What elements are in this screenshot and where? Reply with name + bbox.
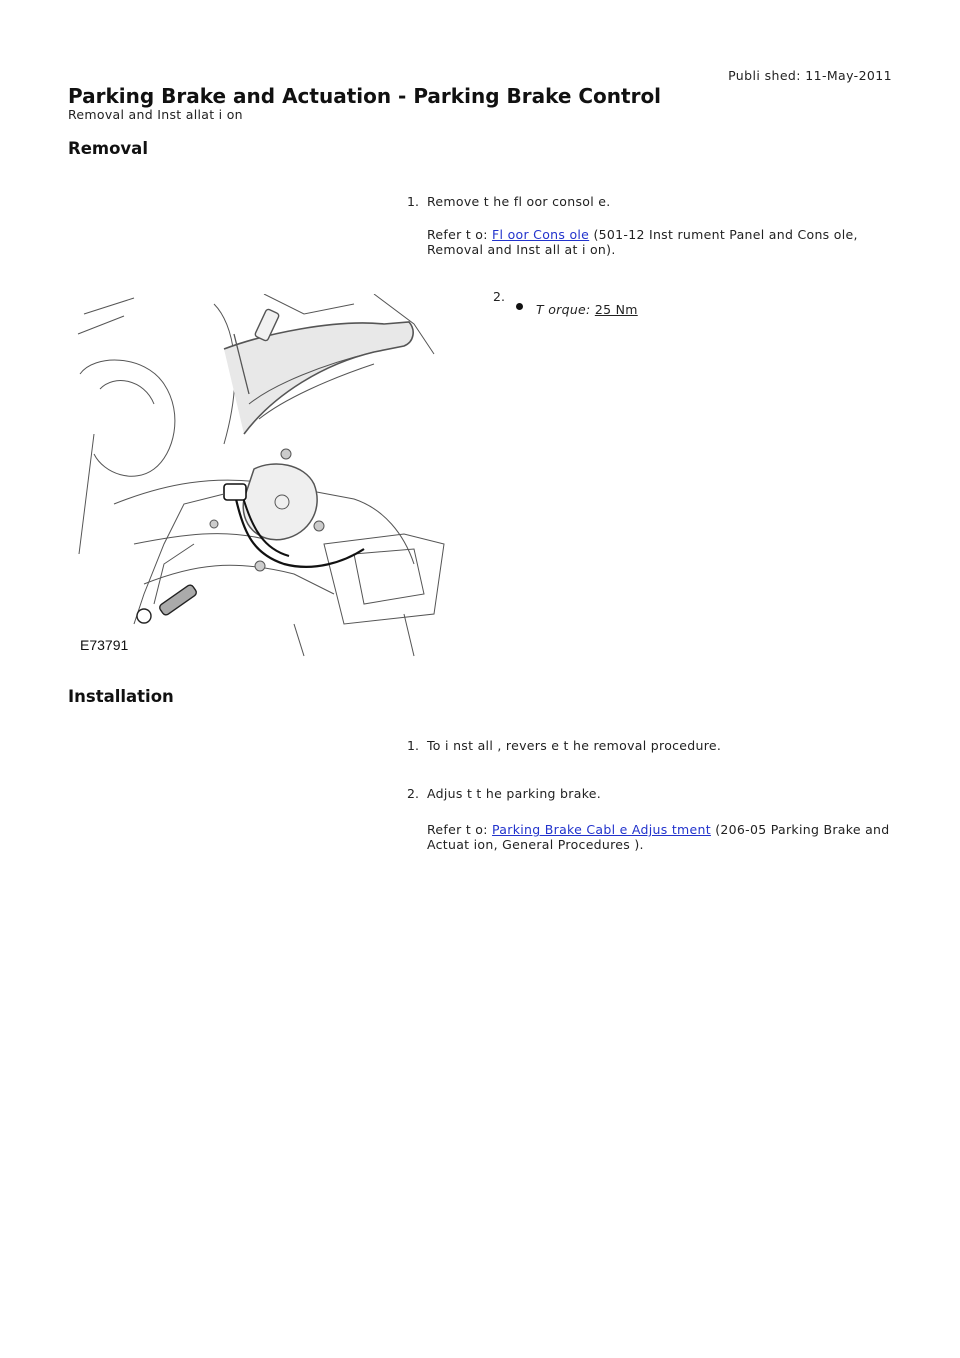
removal-heading: Removal — [68, 139, 148, 158]
reference-detail-continued: Actuat ion, General Procedures ). — [427, 837, 644, 852]
installation-step-1-number: 1. — [407, 738, 419, 753]
floor-console-link[interactable]: Fl oor Cons ole — [492, 227, 590, 242]
installation-step-2-reference — [427, 822, 897, 852]
torque-label: T orque: — [536, 302, 595, 317]
installation-step-2-text: Adjus t t he parking brake. — [427, 786, 602, 801]
bullet-icon — [516, 303, 523, 310]
installation-step-1-text: To i nst all , revers e t he removal procedure. — [427, 738, 722, 753]
installation-step-2-number: 2. — [407, 786, 419, 801]
torque-spec — [536, 302, 638, 317]
refer-to-label: Refer t o: — [427, 822, 493, 837]
parking-brake-cable-adjustment-link[interactable]: Parking Brake Cabl e Adjus tment — [492, 822, 711, 837]
removal-step-2-number: 2. — [493, 289, 505, 304]
page-subtitle: Removal and Inst allat i on — [68, 107, 243, 122]
page-title: Parking Brake and Actuation - Parking Brake Control — [68, 84, 662, 108]
published-date: Publi shed: 11-May-2011 — [728, 68, 892, 83]
parking-brake-lever-illustration — [74, 294, 462, 658]
refer-to-label: Refer t o: — [427, 227, 493, 242]
torque-value: 25 Nm — [594, 302, 638, 317]
removal-step-1-reference — [427, 227, 897, 257]
reference-detail: (501-12 Inst rument Panel and Cons ole, — [589, 227, 858, 242]
figure-caption: E73791 — [80, 637, 129, 653]
reference-detail: (206-05 Parking Brake and — [710, 822, 890, 837]
reference-detail-continued: Removal and Inst all at i on). — [427, 242, 616, 257]
removal-step-1-number: 1. — [407, 194, 419, 209]
installation-heading: Installation — [68, 687, 174, 706]
removal-step-1-text: Remove t he fl oor consol e. — [427, 194, 611, 209]
